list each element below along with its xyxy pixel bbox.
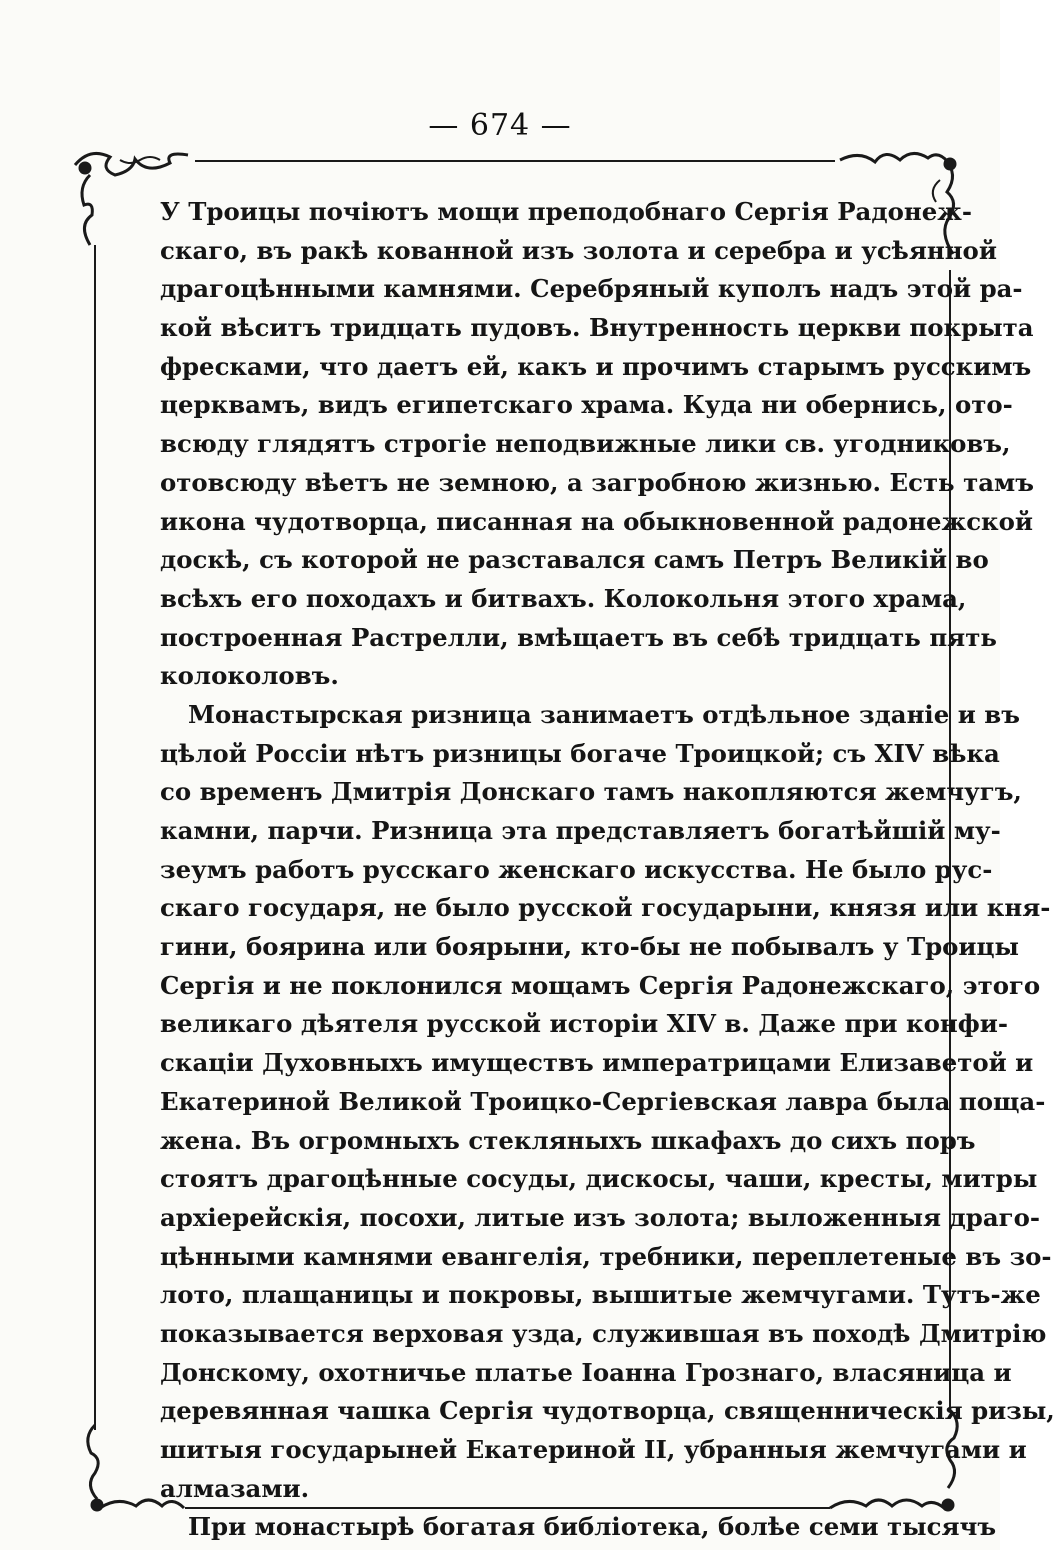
text-line: При монастырѣ богатая библіотека, болѣе семи тысячъ: [188, 1512, 997, 1542]
text-line: икона чудотворца, писанная на обыкновенной радонежской: [160, 506, 1034, 536]
text-line: со временъ Дмитрія Донскаго тамъ накопляются жемчугъ,: [160, 777, 1022, 807]
text-line: Екатериной Великой Троицко-Сергіевская лавра была пощa-: [160, 1086, 1046, 1116]
text-line: скаго, въ ракѣ кованной изъ золота и серебра и усѣянной: [160, 235, 997, 265]
text-line: скаго государя, не было русской государыни, князя или кня-: [160, 893, 1051, 923]
text-line: жена. Въ огромныхъ стекляныхъ шкафахъ до сихъ поръ: [160, 1125, 976, 1155]
text-line: шитыя государыней Екатериной II, убранныя жемчугами и: [160, 1435, 1027, 1464]
text-line: построенная Растрелли, вмѣщаетъ въ себѣ тридцать пять: [160, 622, 997, 652]
page-number: — 674 —: [428, 108, 572, 143]
text-line: показывается верховая узда, служившая въ походѣ Дмитрію: [160, 1318, 1047, 1348]
text-line: лото, плащаницы и покровы, вышитые жемчугами. Тутъ-же: [160, 1280, 1041, 1310]
text-line: всѣхъ его походахъ и битвахъ. Колокольня этого храма,: [160, 583, 967, 613]
text-line: драгоцѣнными камнями. Серебряный куполъ надъ этой ра-: [160, 274, 1023, 304]
text-line: гини, боярина или боярыни, кто-бы не побывалъ у Троицы: [160, 932, 1019, 962]
text-line: цѣлой Россіи нѣтъ ризницы богаче Троицкой; съ XIV вѣка: [160, 738, 1000, 768]
text-line: архіерейскія, посохи, литые изъ золота; выложенныя драго-: [160, 1202, 1040, 1232]
text-line: У Троицы почіютъ мощи преподобнаго Сергія Радонеж-: [160, 197, 973, 226]
body-text: [160, 193, 1055, 1547]
text-line: Донскому, охотничье платье Іоанна Грознаго, власяница и: [160, 1357, 1012, 1387]
text-line: Монастырская ризница занимаетъ отдѣльное зданіе и въ: [188, 699, 1020, 729]
text-line: церквамъ, видъ египетскаго храма. Куда ни обернись, ото-: [160, 390, 1013, 420]
paragraph-3: [160, 1508, 997, 1547]
text-line: фресками, что даетъ ей, какъ и прочимъ старымъ русскимъ: [160, 351, 1032, 381]
paragraph-2: [160, 696, 1055, 1508]
text-line: деревянная чашка Сергія чудотворца, священническія ризы,: [160, 1396, 1055, 1426]
text-line: колоколовъ.: [160, 661, 339, 691]
text-line: зеумъ работъ русскаго женскаго искусства. Не было рус-: [160, 854, 993, 884]
paragraph-1: [160, 193, 1034, 696]
text-line: скаціи Духовныхъ имуществъ императрицами Елизаветой и: [160, 1048, 1034, 1078]
text-line: доскѣ, съ которой не разставался самъ Петръ Великій во: [160, 545, 989, 575]
text-line: всюду глядятъ строгіе неподвижные лики св. угодниковъ,: [160, 429, 1011, 459]
text-line: кой вѣситъ тридцать пудовъ. Внутренность церкви покрыта: [160, 313, 1034, 343]
text-line: камни, парчи. Ризница эта представляетъ богатѣйшій му-: [160, 816, 1001, 845]
text-line: цѣнными камнями евангелія, требники, переплетеные въ зо-: [160, 1241, 1052, 1271]
text-line: великаго дѣятеля русской исторіи XIV в. Даже при конфи-: [160, 1009, 1008, 1039]
text-line: алмазами.: [160, 1473, 310, 1503]
text-line: отовсюду вѣетъ не земною, а загробною жизнью. Есть тамъ: [160, 467, 1034, 497]
text-line: Сергія и не поклонился мощамъ Сергія Радонежскаго, этого: [160, 970, 1041, 1000]
text-line: стоятъ драгоцѣнные сосуды, дискосы, чаши, кресты, митры: [160, 1164, 1038, 1194]
